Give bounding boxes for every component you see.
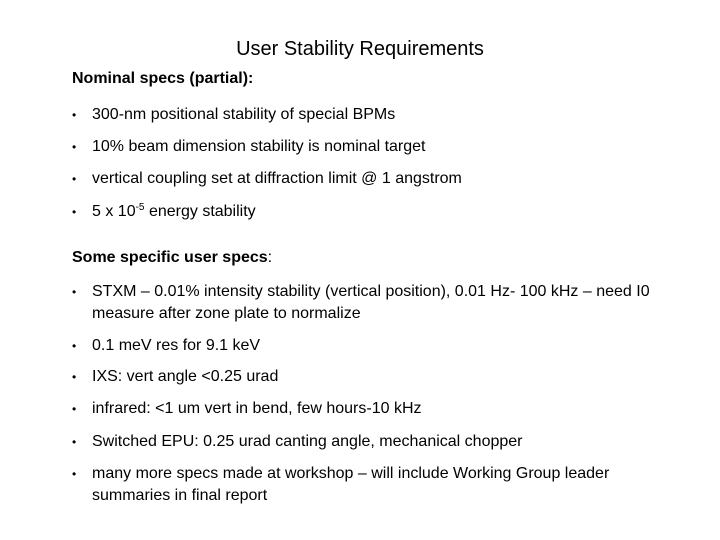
- section-heading-text: Some specific user specs: [72, 249, 268, 266]
- list-item: [72, 398, 672, 420]
- energy-suffix: energy stability: [144, 203, 256, 220]
- bullet-icon: •: [72, 402, 77, 416]
- energy-exponent: -5: [135, 202, 145, 213]
- list-item: [72, 136, 672, 158]
- list-item: [72, 335, 672, 357]
- list-item-text: vertical coupling set at diffraction limit @ 1 angstrom: [92, 170, 462, 187]
- section-heading-nominal: Nominal specs (partial):: [72, 70, 254, 87]
- slide-title: User Stability Requirements: [236, 38, 484, 60]
- list-item: [72, 431, 672, 453]
- list-item-text: 10% beam dimension stability is nominal target: [92, 138, 426, 155]
- bullet-icon: •: [72, 205, 77, 219]
- list-item: [72, 366, 672, 388]
- bullet-icon: •: [72, 467, 77, 481]
- list-item: [72, 168, 672, 190]
- list-item-energy: [72, 201, 672, 223]
- bullet-icon: •: [72, 172, 77, 186]
- section-heading-colon: :: [267, 249, 273, 266]
- list-item-text: 0.1 meV res for 9.1 keV: [92, 337, 261, 354]
- bullet-icon: •: [72, 285, 77, 299]
- section-heading-user: [72, 248, 272, 268]
- list-item-text: 300-nm positional stability of special BPMs: [92, 106, 396, 123]
- bullet-icon: •: [72, 435, 77, 449]
- list-item-text: infrared: <1 um vert in bend, few hours-10 kHz: [92, 400, 422, 417]
- list-item: [72, 104, 672, 126]
- list-item-text: Switched EPU: 0.25 urad canting angle, mechanical chopper: [92, 433, 523, 450]
- bullet-icon: •: [72, 339, 77, 353]
- list-item-text: many more specs made at workshop – will include Working Group leader summaries in final report: [92, 465, 610, 504]
- energy-prefix: 5 x 10: [92, 203, 136, 220]
- list-item-text: IXS: vert angle <0.25 urad: [92, 368, 279, 385]
- list-item-text: STXM – 0.01% intensity stability (vertical position), 0.01 Hz- 100 kHz – need I0 measure after zone plate to normalize: [92, 283, 650, 322]
- bullet-icon: •: [72, 140, 77, 154]
- list-item: [72, 281, 672, 325]
- list-item: [72, 463, 672, 507]
- bullet-icon: •: [72, 108, 77, 122]
- bullet-icon: •: [72, 370, 77, 384]
